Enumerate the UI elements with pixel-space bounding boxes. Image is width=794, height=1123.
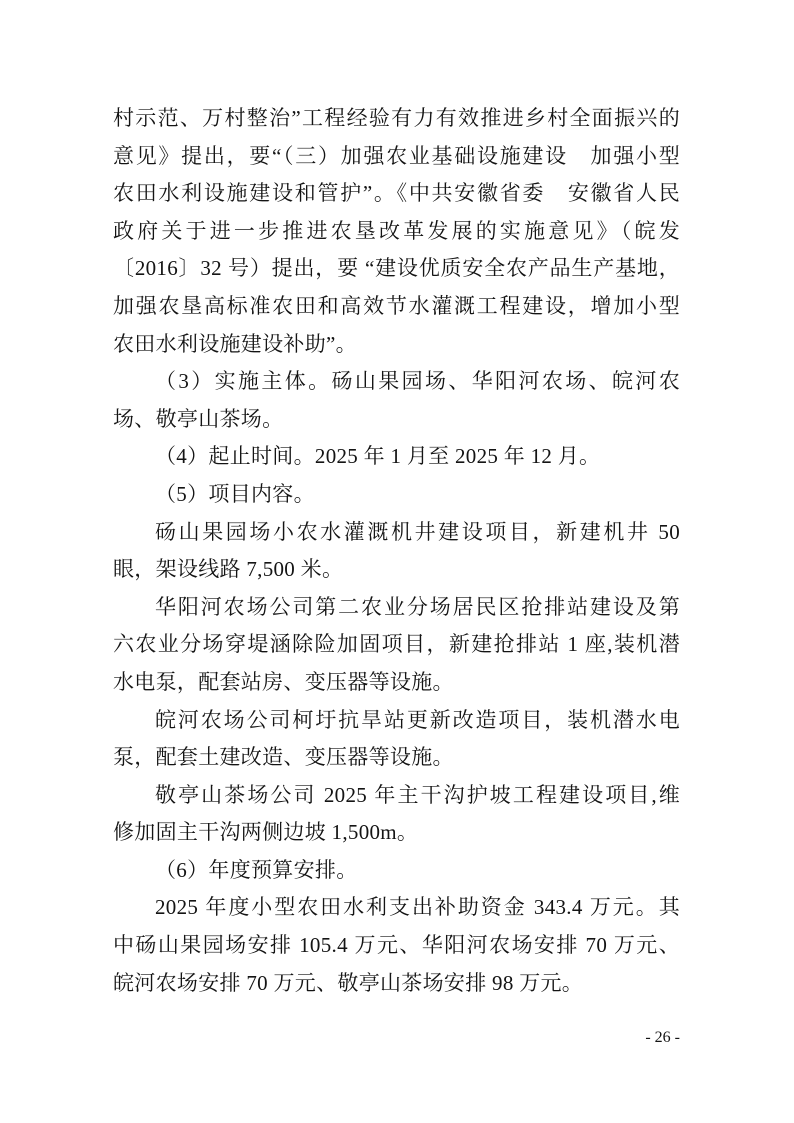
text-line: 皖河农场安排 70 万元、敬亭山茶场安排 98 万元。 (113, 970, 584, 995)
text-line: 皖河农场公司柯圩抗旱站更新改造项目，装机潜水电 (155, 707, 680, 732)
text-line: 农田水利设施建设和管护”。《中共安徽省委 安徽省人民 (113, 181, 680, 206)
text-line: 敬亭山茶场公司 2025 年主干沟护坡工程建设项目,维 (155, 782, 680, 807)
text-line: 中砀山果园场安排 105.4 万元、华阳河农场安排 70 万元、 (113, 933, 680, 958)
text-line: 华阳河农场公司第二农业分场居民区抢排站建设及第 (155, 594, 680, 619)
text-line: （3）实施主体。砀山果园场、华阳河农场、皖河农 (155, 369, 680, 394)
text-line: 政府关于进一步推进农垦改革发展的实施意见》（皖发 (113, 218, 680, 243)
text-line: （6）年度预算安排。 (155, 857, 358, 882)
page-number: - 26 - (645, 1029, 680, 1046)
text-line: （4）起止时间。2025 年 1 月至 2025 年 12 月。 (155, 444, 601, 469)
text-line: 农田水利设施建设补助”。 (113, 331, 357, 356)
text-line: 〔2016〕32 号）提出，要 “建设优质安全农产品生产基地， (113, 256, 680, 281)
text-line: 水电泵，配套站房、变压器等设施。 (113, 669, 454, 694)
text-line: 场、敬亭山茶场。 (113, 406, 284, 431)
text-line: 泵，配套土建改造、变压器等设施。 (113, 745, 454, 770)
text-line: 砀山果园场小农水灌溉机井建设项目，新建机井 50 (155, 519, 680, 544)
document-body (113, 100, 680, 1002)
text-line: 修加固主干沟两侧边坡 1,500m。 (113, 820, 419, 845)
text-line: 加强农垦高标准农田和高效节水灌溉工程建设，增加小型 (113, 293, 680, 318)
text-line: 意见》提出，要“（三）加强农业基础设施建设 加强小型 (113, 143, 680, 168)
text-line: （5）项目内容。 (155, 481, 315, 506)
text-line: 2025 年度小型农田水利支出补助资金 343.4 万元。其 (155, 895, 680, 920)
text-line: 六农业分场穿堤涵除险加固项目，新建抢排站 1 座,装机潜 (113, 632, 680, 657)
text-line: 眼，架设线路 7,500 米。 (113, 557, 344, 582)
text-line: 村示范、万村整治”工程经验有力有效推进乡村全面振兴的 (113, 106, 680, 130)
